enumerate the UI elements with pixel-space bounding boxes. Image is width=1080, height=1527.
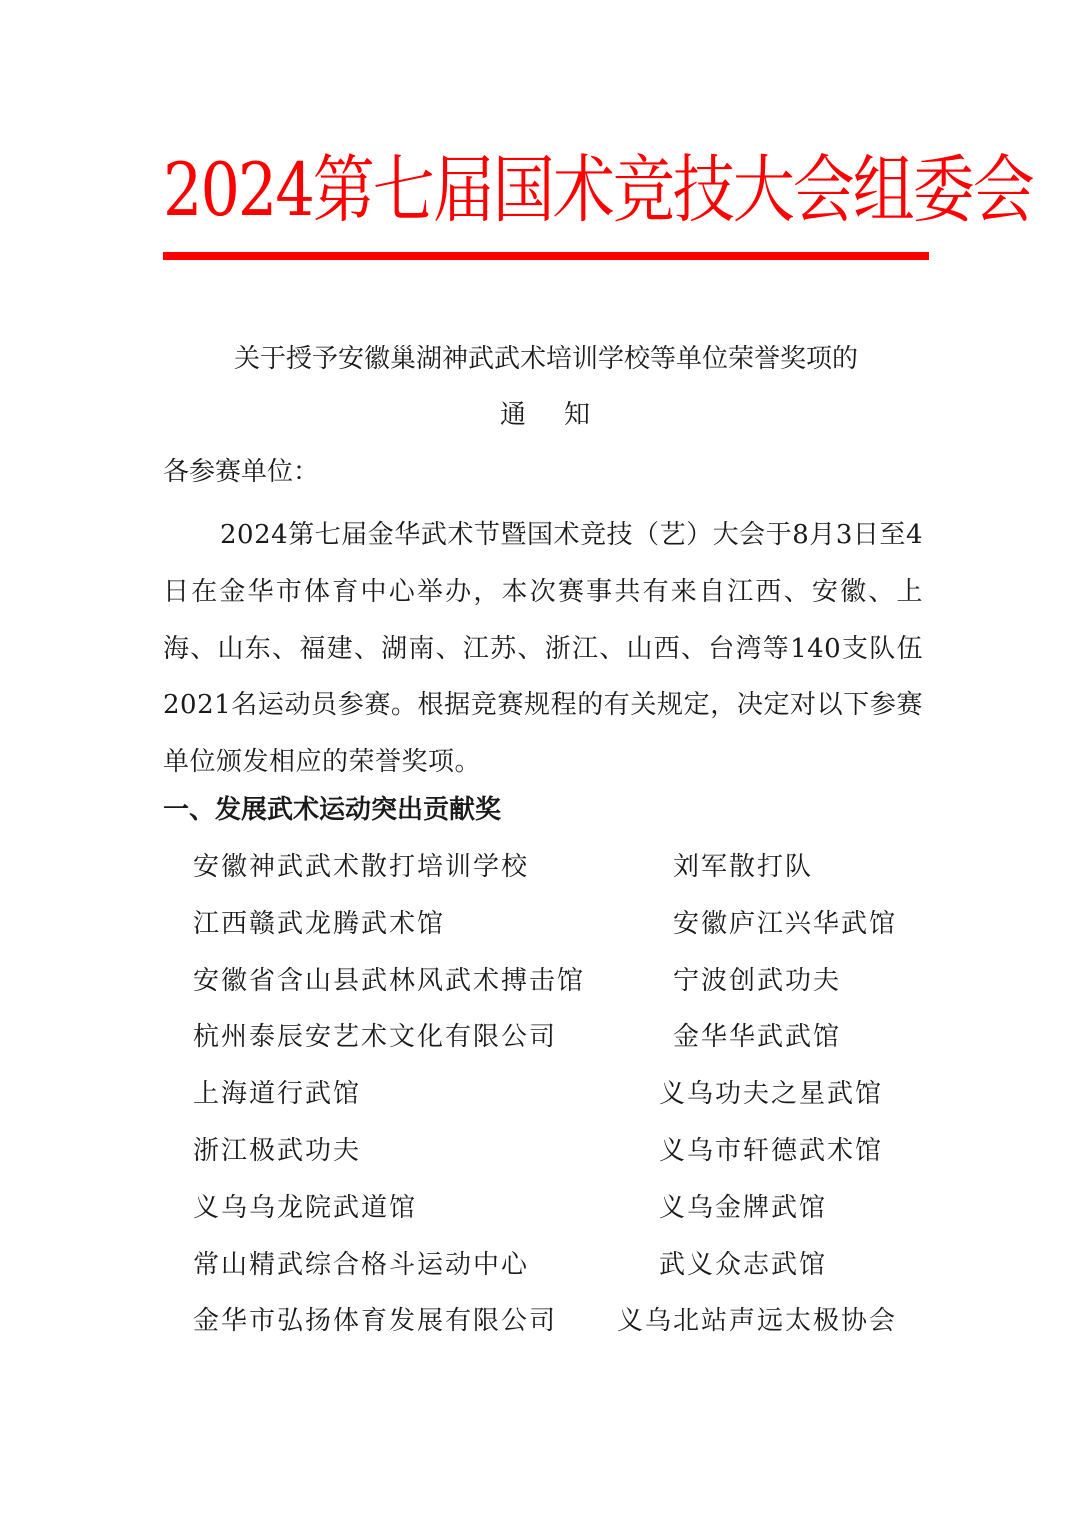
recipient-right: 义乌金牌武馆 xyxy=(659,1192,828,1223)
notice-subtitle xyxy=(163,393,929,437)
recipient-left: 江西赣武龙腾武术馆 xyxy=(193,908,446,939)
salutation: 各参赛单位： xyxy=(163,457,320,487)
award-row xyxy=(0,1072,1080,1129)
recipient-left: 杭州泰辰安艺术文化有限公司 xyxy=(193,1022,558,1053)
award-row xyxy=(0,1015,1080,1072)
recipient-right: 金华华武武馆 xyxy=(673,1022,842,1053)
body-paragraph: 2024第七届金华武术节暨国术竞技（艺）大会于8月3日至4日在金华市体育中心举办，本次赛事共有来自江西、安徽、上海、山东、福建、湖南、江苏、浙江、山西、台湾等140支队伍2021名运动员参赛。根据竞赛规程的有关规定，决定对以下参赛单位颁发相应的荣誉奖项。 xyxy=(163,520,923,778)
recipient-left: 常山精武综合格斗运动中心 xyxy=(193,1249,530,1280)
recipient-left: 义乌乌龙院武道馆 xyxy=(193,1192,418,1223)
award-row xyxy=(0,1129,1080,1186)
notice-title: 关于授予安徽巢湖神武武术培训学校等单位荣誉奖项的 xyxy=(233,344,858,374)
recipient-left: 上海道行武馆 xyxy=(193,1079,362,1110)
red-divider-rule xyxy=(163,252,929,260)
recipient-right: 义乌市轩德武术馆 xyxy=(659,1135,884,1166)
recipient-left: 安徽神武武术散打培训学校 xyxy=(193,852,530,882)
notice-subtitle-part1: 通 xyxy=(499,400,528,430)
recipient-left: 浙江极武功夫 xyxy=(193,1135,362,1166)
notice-subtitle-part2: 知 xyxy=(564,400,593,430)
award-recipients-list xyxy=(0,845,1080,1356)
organizer-title: 2024第七届国术竞技大会组委会 xyxy=(163,146,1033,233)
recipient-right: 义乌北站声远太极协会 xyxy=(617,1306,898,1337)
recipient-right: 安徽庐江兴华武馆 xyxy=(673,908,898,939)
award-row xyxy=(0,1186,1080,1243)
award-row xyxy=(0,902,1080,959)
recipient-left: 金华市弘扬体育发展有限公司 xyxy=(193,1306,558,1337)
recipient-right: 刘军散打队 xyxy=(673,852,814,882)
section-heading-contribution-award: 一、发展武术运动突出贡献奖 xyxy=(163,795,502,825)
recipient-right: 武义众志武馆 xyxy=(659,1249,828,1280)
award-row xyxy=(0,959,1080,1016)
award-row xyxy=(0,1243,1080,1300)
award-row xyxy=(0,1299,1080,1356)
award-row xyxy=(0,845,1080,902)
recipient-right: 宁波创武功夫 xyxy=(673,965,842,996)
recipient-left: 安徽省含山县武林风武术搏击馆 xyxy=(193,965,586,996)
recipient-right: 义乌功夫之星武馆 xyxy=(659,1079,884,1110)
